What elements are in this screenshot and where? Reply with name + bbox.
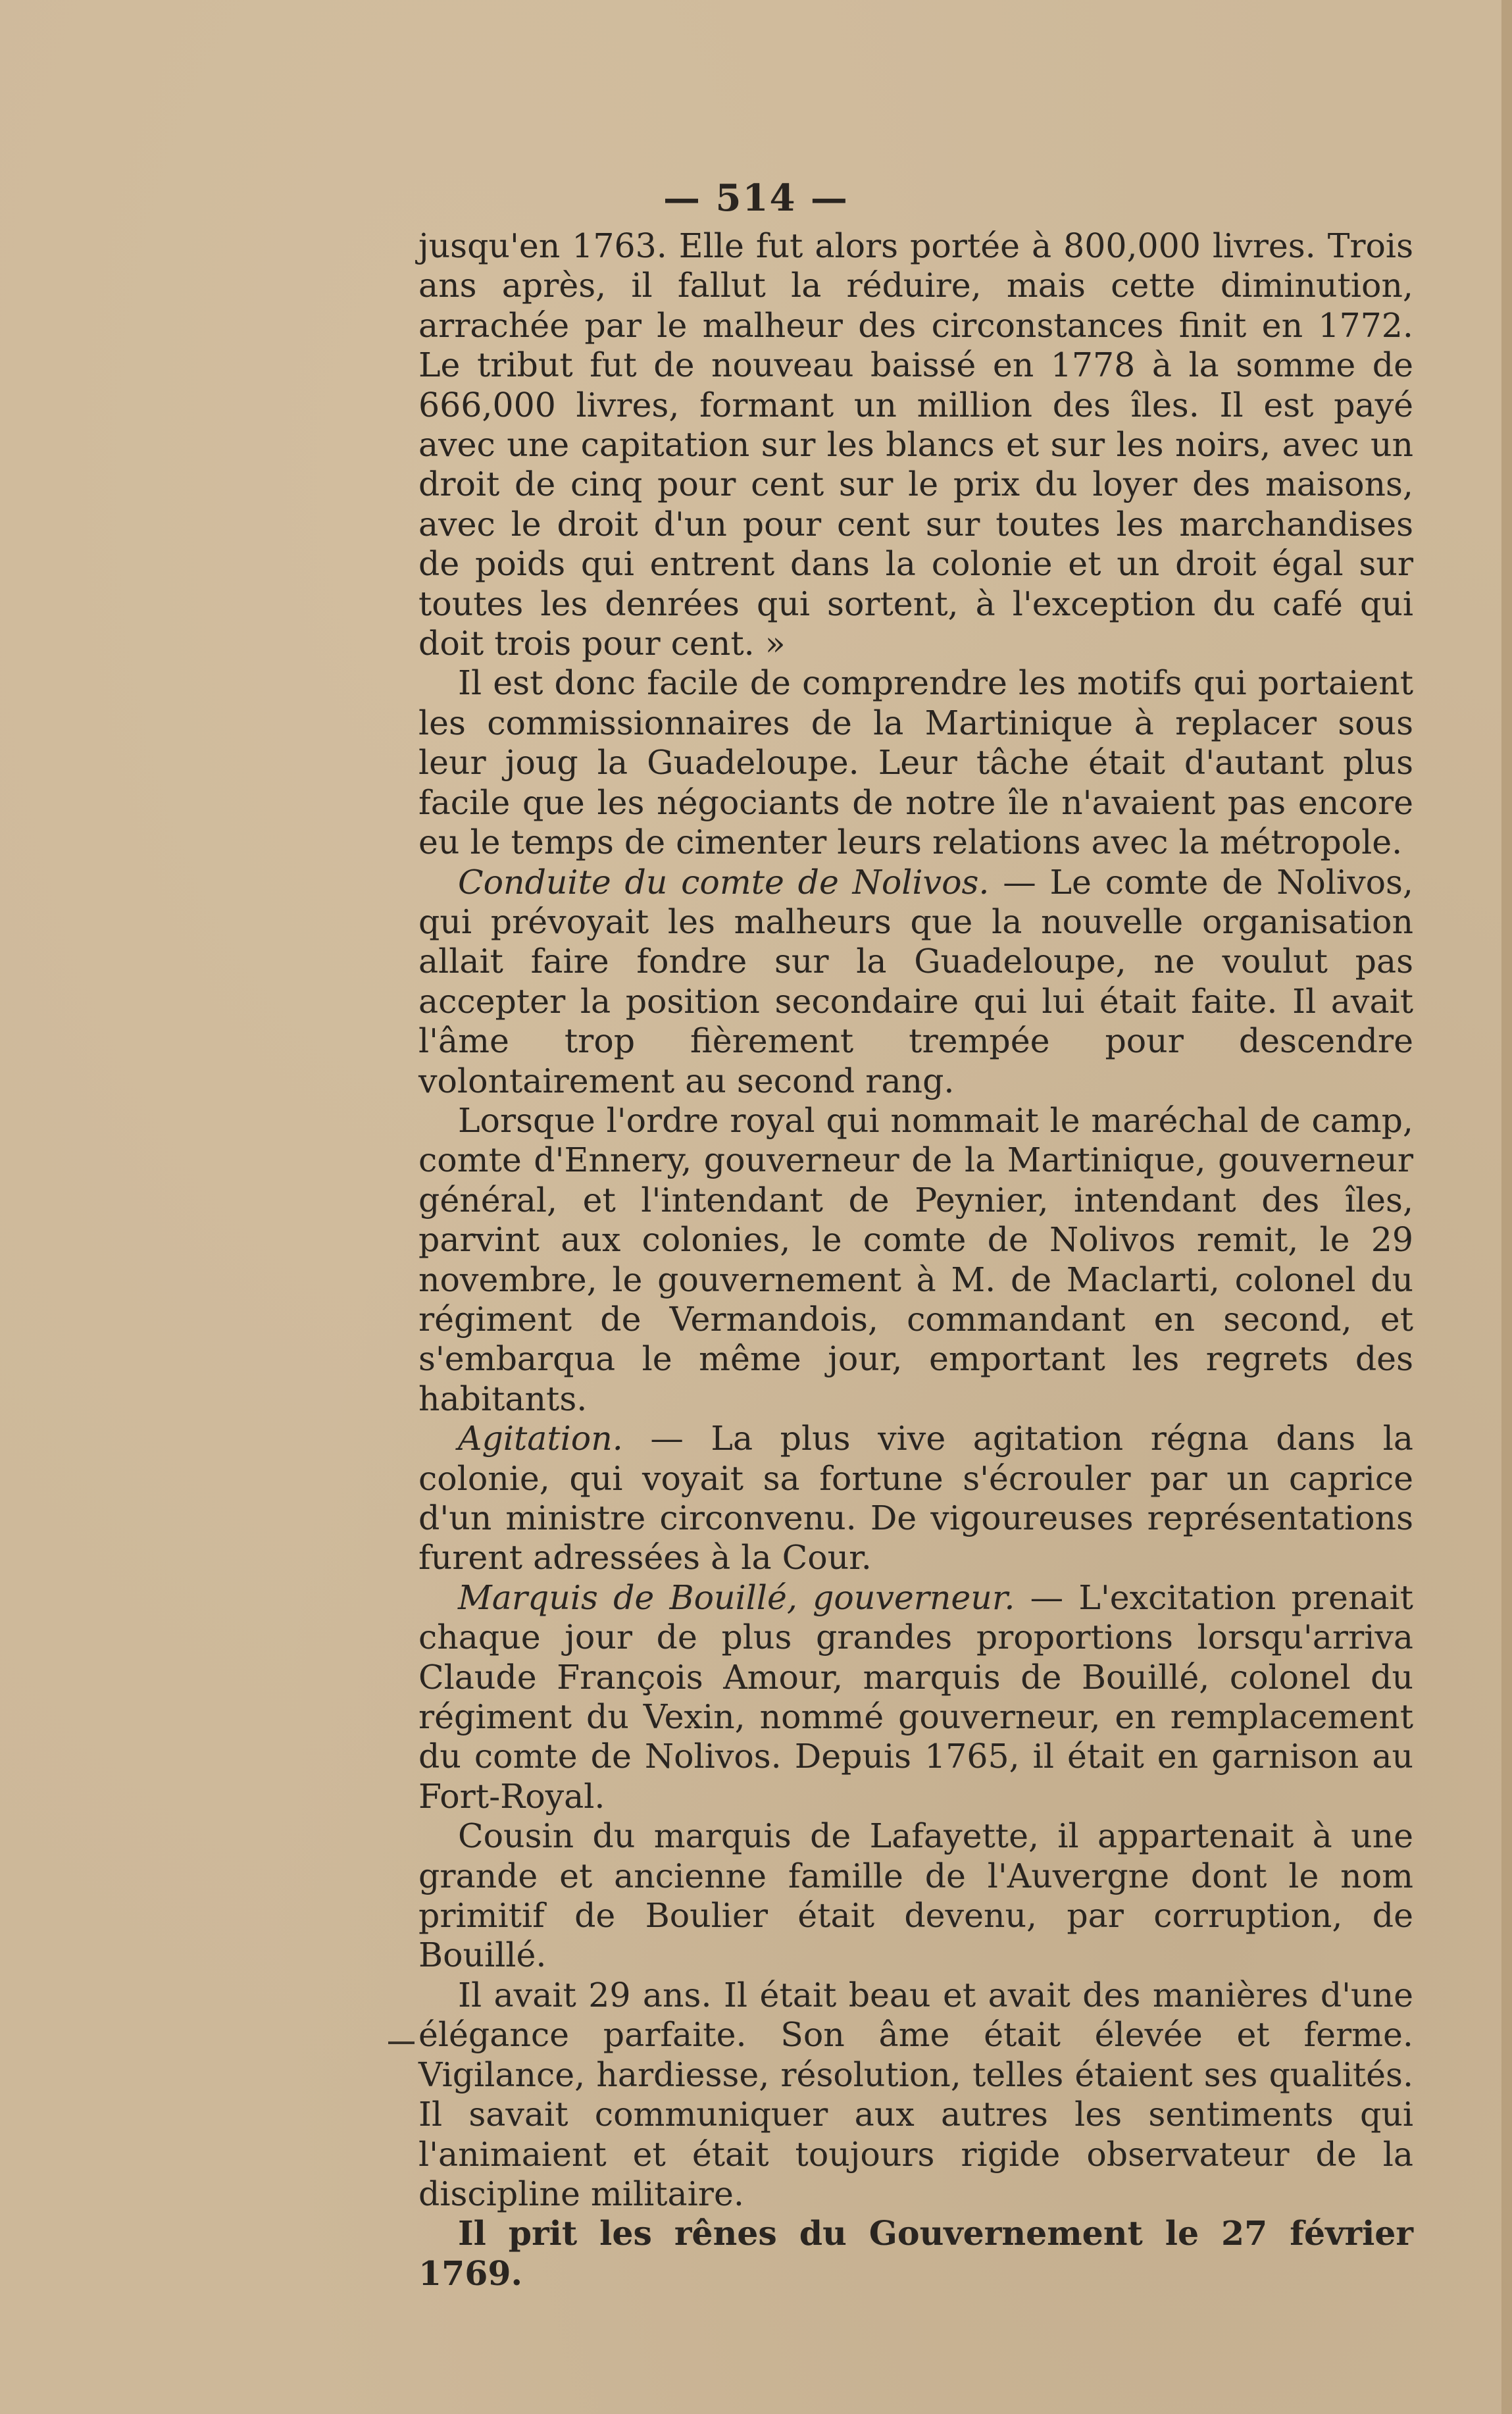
paragraph-closing: Il prit les rênes du Gouvernement le 27 février 1769. xyxy=(418,2214,1413,2293)
paragraph-lafayette: Cousin du marquis de Lafayette, il appartenait à une grande et ancienne famille de l'Auvergne dont le nom primitif de Boulier était devenu, par corruption, de Bouillé. xyxy=(418,1816,1413,1975)
section-heading-nolivos: Conduite du comte de Nolivos. xyxy=(458,862,990,902)
paragraph-nolivos-text: — Le comte de Nolivos, qui prévoyait les malheurs que la nouvelle organisation allait faire fondre sur la Guadeloupe, ne voulut pas accepter la position secondaire qui lui était faite. Il avait l'âme trop fièrement trempée pour descendre volontairement au second rang. xyxy=(418,862,1413,1100)
paragraph-commissionnaires: Il est donc facile de comprendre les motifs qui portaient les commissionnaires de la Martinique à replacer sous leur joug la Guadeloupe. Leur tâche était d'autant plus facile que les négociants de notre île n'avaient pas encore eu le temps de cimenter leurs relations avec la métropole. xyxy=(418,663,1413,862)
page-number: — 514 — xyxy=(663,176,849,220)
paragraph-nolivos xyxy=(418,863,1413,1101)
paragraph-agitation xyxy=(418,1419,1413,1578)
body-text xyxy=(418,226,1413,2294)
paragraph-portrait: Il avait 29 ans. Il était beau et avait des manières d'une élégance parfaite. Son âme était élevée et ferme. Vigilance, hardiesse, résolution, telles étaient ses qualités. Il savait communiquer aux autres les sentiments qui l'animaient et était toujours rigide observateur de la discipline militaire. xyxy=(418,1975,1413,2213)
page-edge xyxy=(1501,0,1512,2414)
paragraph-agitation-text: — La plus vive agitation régna dans la colonie, qui voyait sa fortune s'écrouler par un caprice d'un ministre circonvenu. De vigoureuses représentations furent adressées à la Cour. xyxy=(418,1419,1413,1578)
paragraph-ordre-royal: Lorsque l'ordre royal qui nommait le maréchal de camp, comte d'Ennery, gouverneur de la Martinique, gouverneur général, et l'intendant de Peynier, intendant des îles, parvint aux colonies, le comte de Nolivos remit, le 29 novembre, le gouvernement à M. de Maclarti, colonel du régiment de Vermandois, commandant en second, et s'embarqua le même jour, emportant les regrets des habitants. xyxy=(418,1100,1413,1418)
paragraph-bouille xyxy=(418,1578,1413,1816)
paragraph-bouille-text: — L'excitation prenait chaque jour de plus grandes proportions lorsqu'arriva Claude François Amour, marquis de Bouillé, colonel du régiment du Vexin, nommé gouverneur, en remplacement du comte de Nolivos. Depuis 1765, il était en garnison au Fort-Royal. xyxy=(418,1578,1413,1816)
paragraph-tribute: jusqu'en 1763. Elle fut alors portée à 800,000 livres. Trois ans après, il fallut la réduire, mais cette diminution, arrachée par le malheur des circonstances finit en 1772. Le tribut fut de nouveau baissé en 1778 à la somme de 666,000 livres, formant un million des îles. Il est payé avec une capitation sur les blancs et sur les noirs, avec un droit de cinq pour cent sur le prix du loyer des maisons, avec le droit d'un pour cent sur toutes les marchandises de poids qui entrent dans la colonie et un droit égal sur toutes les denrées qui sortent, à l'exception du café qui doit trois pour cent. » xyxy=(418,226,1413,663)
section-heading-bouille: Marquis de Bouillé, gouverneur. xyxy=(458,1578,1015,1617)
section-heading-agitation: Agitation. xyxy=(458,1419,623,1458)
margin-mark xyxy=(388,2042,415,2044)
